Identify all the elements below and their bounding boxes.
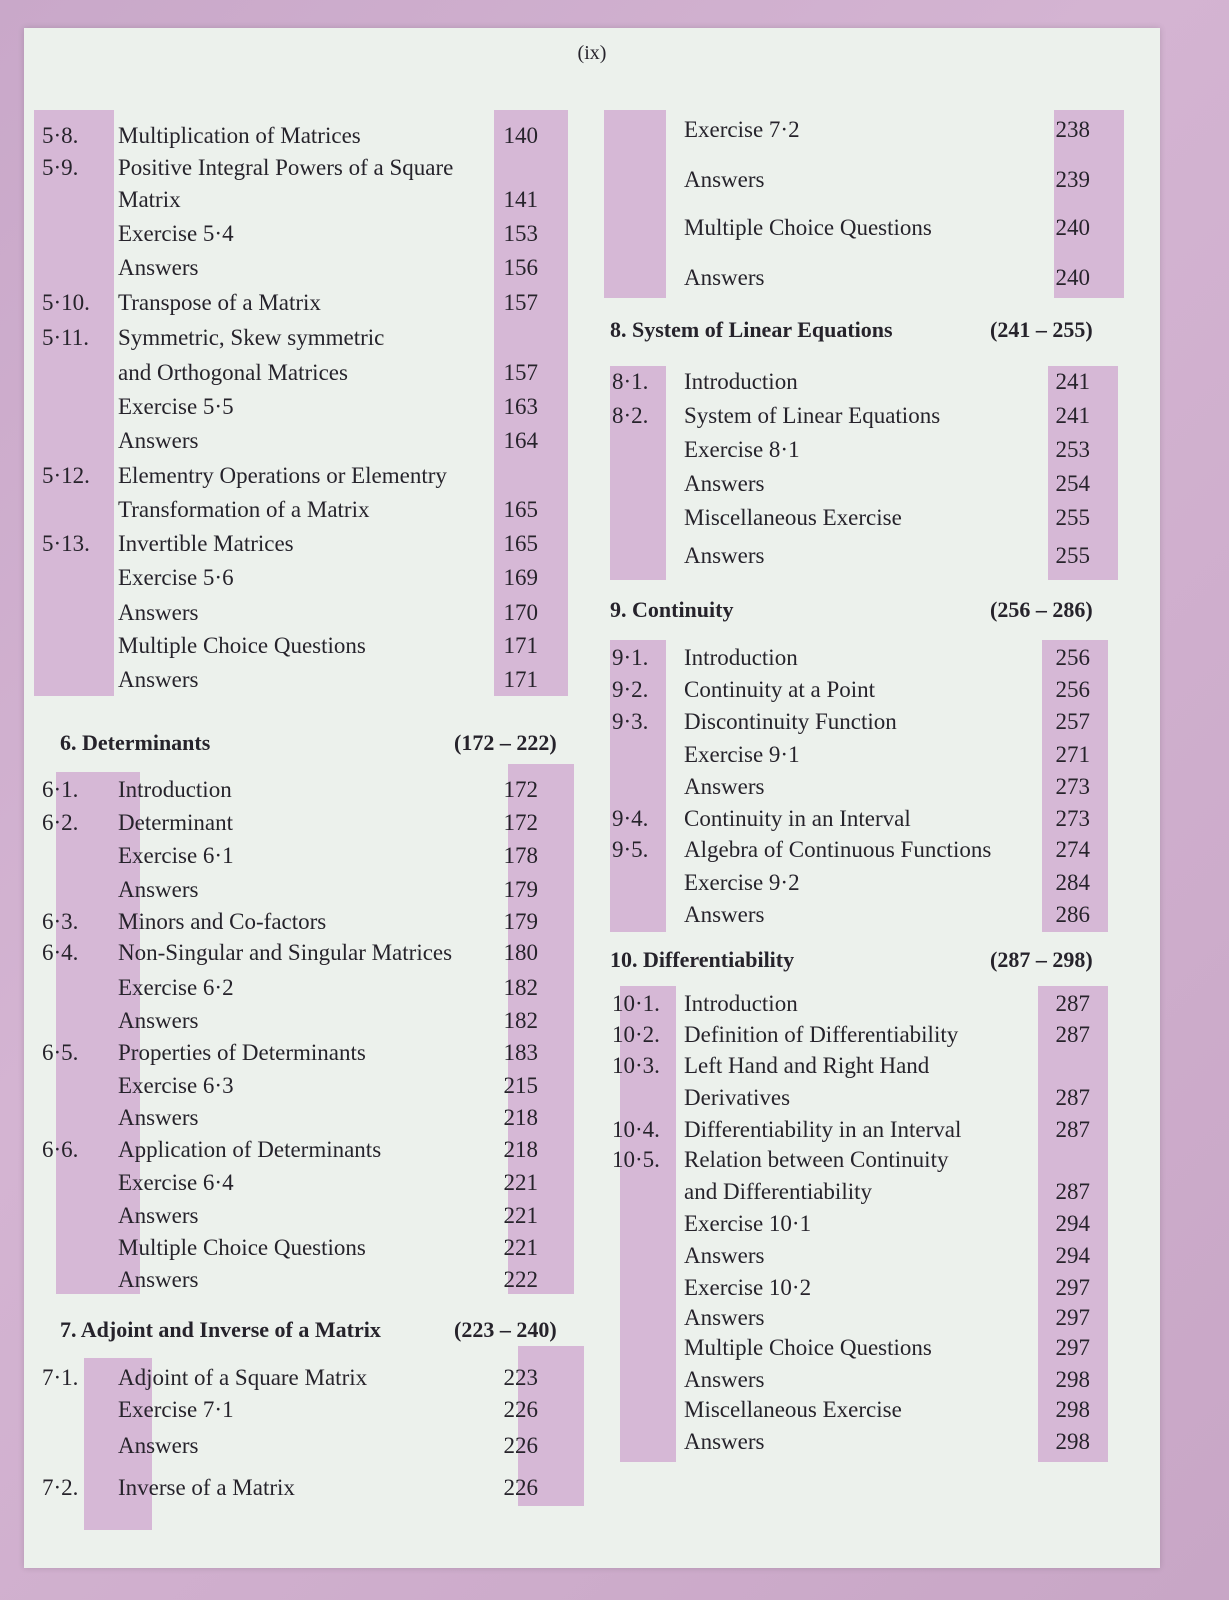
entry-title: Relation between Continuity bbox=[684, 1147, 949, 1172]
entry-page-number: 170 bbox=[503, 600, 538, 625]
entry-page-number: 286 bbox=[1055, 902, 1090, 927]
entry-title: Derivatives bbox=[684, 1085, 791, 1110]
entry-page-number: 226 bbox=[503, 1433, 538, 1458]
entry-page-number: 274 bbox=[1055, 837, 1090, 862]
entry-page-number: 165 bbox=[503, 531, 538, 556]
entry-title: Answers bbox=[684, 1243, 765, 1268]
page-number: (ix) bbox=[577, 42, 607, 64]
chapter-title: 10. Differentiability bbox=[610, 947, 795, 972]
entry-title: Exercise 7·1 bbox=[118, 1397, 234, 1422]
chapter-page-range: (172 – 222) bbox=[454, 730, 557, 755]
entry-title: Multiple Choice Questions bbox=[118, 633, 366, 658]
section-number: 5·12. bbox=[42, 463, 90, 488]
section-number: 9·4. bbox=[612, 806, 649, 831]
entry-page-number: 172 bbox=[503, 777, 538, 802]
section-number: 10·1. bbox=[612, 991, 660, 1016]
entry-page-number: 156 bbox=[503, 255, 538, 280]
chapter-page-range: (256 – 286) bbox=[990, 597, 1093, 622]
entry-title: Continuity in an Interval bbox=[684, 806, 911, 831]
entry-page-number: 257 bbox=[1055, 709, 1090, 734]
entry-title: Answers bbox=[684, 167, 765, 192]
entry-page-number: 241 bbox=[1055, 403, 1090, 428]
entry-page-number: 223 bbox=[503, 1365, 538, 1390]
entry-page-number: 221 bbox=[503, 1235, 538, 1260]
entry-page-number: 273 bbox=[1055, 774, 1090, 799]
section-number: 9·2. bbox=[612, 677, 649, 702]
section-number: 10·2. bbox=[612, 1022, 660, 1047]
section-number: 7·1. bbox=[42, 1365, 79, 1390]
entry-page-number: 287 bbox=[1055, 991, 1090, 1016]
entry-title: Answers bbox=[118, 255, 199, 280]
entry-title: Answers bbox=[684, 471, 765, 496]
entry-title: Elementry Operations or Elementry bbox=[118, 463, 447, 488]
section-number: 6·4. bbox=[42, 940, 79, 965]
entry-title: Answers bbox=[118, 1105, 199, 1130]
section-number: 9·1. bbox=[612, 645, 649, 670]
entry-title: Adjoint of a Square Matrix bbox=[118, 1365, 368, 1390]
entry-page-number: 178 bbox=[503, 843, 538, 868]
entry-page-number: 182 bbox=[503, 1008, 538, 1033]
entry-page-number: 164 bbox=[503, 428, 538, 453]
entry-title: Answers bbox=[118, 877, 199, 902]
entry-page-number: 273 bbox=[1055, 806, 1090, 831]
entry-page-number: 287 bbox=[1055, 1022, 1090, 1047]
entry-page-number: 287 bbox=[1055, 1179, 1090, 1204]
entry-title: Exercise 10·1 bbox=[684, 1211, 812, 1236]
section-number: 8·2. bbox=[612, 403, 649, 428]
entry-title: Exercise 6·2 bbox=[118, 975, 234, 1000]
entry-title: Exercise 6·4 bbox=[118, 1170, 234, 1195]
section-number: 10·5. bbox=[612, 1147, 660, 1172]
entry-title: Answers bbox=[118, 1203, 199, 1228]
entry-title: Symmetric, Skew symmetric bbox=[118, 325, 385, 350]
entry-title: Non-Singular and Singular Matrices bbox=[118, 940, 453, 965]
entry-page-number: 141 bbox=[503, 187, 538, 212]
entry-page-number: 271 bbox=[1055, 742, 1090, 767]
section-number: 6·1. bbox=[42, 777, 79, 802]
section-number: 7·2. bbox=[42, 1475, 79, 1500]
entry-title: Answers bbox=[118, 667, 199, 692]
entry-title: Introduction bbox=[684, 369, 798, 394]
entry-page-number: 218 bbox=[503, 1137, 538, 1162]
entry-title: Differentiability in an Interval bbox=[684, 1117, 962, 1142]
entry-page-number: 221 bbox=[503, 1203, 538, 1228]
entry-title: Answers bbox=[684, 1367, 765, 1392]
chapter-title: 8. System of Linear Equations bbox=[610, 317, 893, 342]
entry-page-number: 298 bbox=[1055, 1397, 1090, 1422]
entry-page-number: 239 bbox=[1055, 167, 1090, 192]
entry-page-number: 284 bbox=[1055, 870, 1090, 895]
entry-title: Exercise 5·5 bbox=[118, 394, 234, 419]
entry-title: Miscellaneous Exercise bbox=[684, 1397, 902, 1422]
entry-title: Multiple Choice Questions bbox=[684, 215, 932, 240]
entry-title: Determinant bbox=[118, 810, 233, 835]
entry-title: Matrix bbox=[118, 187, 181, 212]
entry-title: Multiplication of Matrices bbox=[118, 123, 361, 148]
entry-page-number: 255 bbox=[1055, 505, 1090, 530]
entry-page-number: 179 bbox=[503, 877, 538, 902]
chapter-page-range: (241 – 255) bbox=[990, 317, 1093, 342]
section-number: 9·5. bbox=[612, 837, 649, 862]
entry-title: Answers bbox=[684, 774, 765, 799]
entry-title: Exercise 6·1 bbox=[118, 843, 234, 868]
entry-page-number: 172 bbox=[503, 810, 538, 835]
entry-title: Miscellaneous Exercise bbox=[684, 505, 902, 530]
section-number: 5·13. bbox=[42, 531, 90, 556]
entry-page-number: 165 bbox=[503, 497, 538, 522]
section-number: 6·5. bbox=[42, 1040, 79, 1065]
entry-title: Answers bbox=[118, 600, 199, 625]
section-number: 9·3. bbox=[612, 709, 649, 734]
entry-page-number: 256 bbox=[1055, 645, 1090, 670]
entry-title: Answers bbox=[118, 1433, 199, 1458]
entry-title: Exercise 7·2 bbox=[684, 117, 800, 142]
left-num-band-1 bbox=[34, 110, 114, 696]
entry-title: Transformation of a Matrix bbox=[118, 497, 370, 522]
entry-title: Application of Determinants bbox=[118, 1137, 382, 1162]
entry-page-number: 157 bbox=[503, 360, 538, 385]
entry-title: Exercise 5·4 bbox=[118, 221, 234, 246]
entry-page-number: 180 bbox=[503, 940, 538, 965]
right-num-band-2 bbox=[610, 366, 666, 580]
entry-title: Transpose of a Matrix bbox=[118, 290, 321, 315]
entry-page-number: 253 bbox=[1055, 437, 1090, 462]
entry-page-number: 226 bbox=[503, 1475, 538, 1500]
entry-page-number: 179 bbox=[503, 909, 538, 934]
entry-title: Answers bbox=[684, 902, 765, 927]
entry-title: Answers bbox=[118, 1008, 199, 1033]
entry-page-number: 241 bbox=[1055, 369, 1090, 394]
entry-page-number: 163 bbox=[503, 394, 538, 419]
section-number: 8·1. bbox=[612, 369, 649, 394]
chapter-title: 6. Determinants bbox=[60, 730, 211, 755]
entry-page-number: 297 bbox=[1055, 1275, 1090, 1300]
entry-title: Exercise 9·1 bbox=[684, 742, 800, 767]
entry-title: Introduction bbox=[118, 777, 232, 802]
section-number: 10·4. bbox=[612, 1117, 660, 1142]
section-number: 6·6. bbox=[42, 1137, 79, 1162]
entry-page-number: 226 bbox=[503, 1397, 538, 1422]
entry-title: Introduction bbox=[684, 645, 798, 670]
entry-title: Exercise 6·3 bbox=[118, 1073, 234, 1098]
entry-title: Positive Integral Powers of a Square bbox=[118, 155, 454, 180]
entry-title: Multiple Choice Questions bbox=[684, 1335, 932, 1360]
entry-title: Exercise 10·2 bbox=[684, 1275, 812, 1300]
section-number: 5·9. bbox=[42, 155, 79, 180]
entry-page-number: 287 bbox=[1055, 1085, 1090, 1110]
entry-title: Answers bbox=[684, 1429, 765, 1454]
entry-page-number: 215 bbox=[503, 1073, 538, 1098]
entry-page-number: 255 bbox=[1055, 543, 1090, 568]
book-page bbox=[24, 28, 1160, 1568]
entry-page-number: 287 bbox=[1055, 1117, 1090, 1142]
entry-title: Exercise 5·6 bbox=[118, 565, 234, 590]
entry-page-number: 183 bbox=[503, 1040, 538, 1065]
entry-title: Definition of Differentiability bbox=[684, 1022, 959, 1047]
entry-page-number: 298 bbox=[1055, 1367, 1090, 1392]
entry-title: Invertible Matrices bbox=[118, 531, 294, 556]
entry-title: Algebra of Continuous Functions bbox=[684, 837, 992, 862]
entry-page-number: 157 bbox=[503, 290, 538, 315]
entry-page-number: 182 bbox=[503, 975, 538, 1000]
chapter-page-range: (287 – 298) bbox=[990, 947, 1093, 972]
entry-page-number: 153 bbox=[503, 221, 538, 246]
section-number: 6·3. bbox=[42, 909, 79, 934]
entry-page-number: 256 bbox=[1055, 677, 1090, 702]
entry-title: Continuity at a Point bbox=[684, 677, 876, 702]
entry-title: Properties of Determinants bbox=[118, 1040, 366, 1065]
entry-title: Discontinuity Function bbox=[684, 709, 897, 734]
entry-page-number: 298 bbox=[1055, 1429, 1090, 1454]
entry-title: Answers bbox=[118, 1267, 199, 1292]
section-number: 5·8. bbox=[42, 123, 79, 148]
entry-page-number: 240 bbox=[1055, 265, 1090, 290]
entry-title: Exercise 9·2 bbox=[684, 870, 800, 895]
entry-page-number: 221 bbox=[503, 1170, 538, 1195]
entry-page-number: 294 bbox=[1055, 1211, 1090, 1236]
entry-page-number: 171 bbox=[503, 633, 538, 658]
entry-title: Minors and Co-factors bbox=[118, 909, 327, 934]
entry-title: System of Linear Equations bbox=[684, 403, 941, 428]
chapter-page-range: (223 – 240) bbox=[454, 1317, 557, 1342]
entry-page-number: 240 bbox=[1055, 215, 1090, 240]
entry-page-number: 254 bbox=[1055, 471, 1090, 496]
entry-title: Answers bbox=[684, 1305, 765, 1330]
entry-title: and Differentiability bbox=[684, 1179, 872, 1204]
entry-page-number: 218 bbox=[503, 1105, 538, 1130]
section-number: 5·10. bbox=[42, 290, 90, 315]
chapter-title: 7. Adjoint and Inverse of a Matrix bbox=[60, 1317, 381, 1342]
entry-page-number: 222 bbox=[503, 1267, 538, 1292]
entry-page-number: 297 bbox=[1055, 1335, 1090, 1360]
entry-page-number: 297 bbox=[1055, 1305, 1090, 1330]
entry-title: Answers bbox=[684, 265, 765, 290]
section-number: 6·2. bbox=[42, 810, 79, 835]
entry-title: Answers bbox=[684, 543, 765, 568]
entry-title: Exercise 8·1 bbox=[684, 437, 800, 462]
section-number: 10·3. bbox=[612, 1053, 660, 1078]
chapter-title: 9. Continuity bbox=[610, 597, 734, 622]
entry-title: Inverse of a Matrix bbox=[118, 1475, 295, 1500]
entry-page-number: 140 bbox=[503, 123, 538, 148]
entry-page-number: 171 bbox=[503, 667, 538, 692]
section-number: 5·11. bbox=[42, 325, 90, 350]
entry-title: Introduction bbox=[684, 991, 798, 1016]
right-num-band-1 bbox=[604, 110, 666, 298]
entry-title: and Orthogonal Matrices bbox=[118, 360, 348, 385]
entry-page-number: 169 bbox=[503, 565, 538, 590]
entry-title: Left Hand and Right Hand bbox=[684, 1053, 930, 1078]
entry-title: Multiple Choice Questions bbox=[118, 1235, 366, 1260]
entry-page-number: 294 bbox=[1055, 1243, 1090, 1268]
entry-page-number: 238 bbox=[1055, 117, 1090, 142]
entry-title: Answers bbox=[118, 428, 199, 453]
